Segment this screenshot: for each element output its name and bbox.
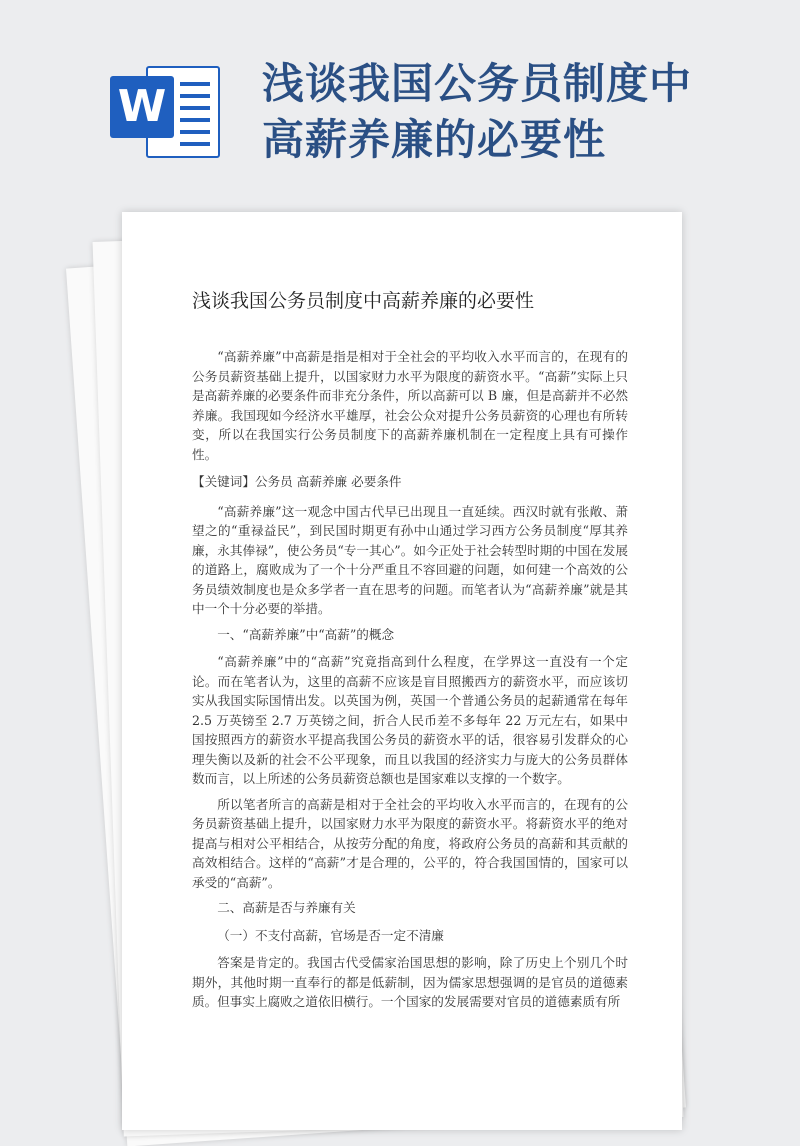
document-page <box>122 212 682 1130</box>
section1-paragraph1: “高薪养廉”中的“高薪”究竟指高到什么程度，在学界这一直没有一个定论。而在笔者认为，这里的高薪不应该是盲目照搬西方的薪资水平，而应该切实从我国实际国情出发。以英国为例，英国一个普通公务员的起薪通常在每年 2.5 万英镑至 2.7 万英镑之间，折合人民币差不多每年 22 万元左右，如果中国按照西方的薪资水平提高我国公务员的薪资水平的话，很容易引发群众的心理失衡以及新的社会不公平现象，而且以我国的经济实力与庞大的公务员群体数而言，以上所述的公务员薪资总额也是国家难以支撑的一个数字。 <box>192 654 628 786</box>
section2-heading: 二、高薪是否与养廉有关 <box>217 900 356 915</box>
banner <box>0 0 800 210</box>
keywords-line: 【关键词】公务员 高薪养廉 必要条件 <box>192 474 402 489</box>
document-title: 浅谈我国公务员制度中高薪养廉的必要性 <box>192 290 535 312</box>
word-icon-letter: W <box>110 76 174 138</box>
section2-paragraph1: 答案是肯定的。我国古代受儒家治国思想的影响，除了历史上个别几个时期外，其他时期一直奉行的都是低薪制，因为儒家思想强调的是官员的道德素质。但事实上腐败之道依旧横行。一个国家的发展需要对官员的道德素质有所 <box>192 955 628 1009</box>
section1-paragraph2: 所以笔者所言的高薪是相对于全社会的平均收入水平而言的，在现有的公务员薪资基础上提升，以国家财力水平为限度的薪资水平。将薪资水平的绝对提高与相对公平相结合，从按劳分配的角度，将政府公务员的高薪和其贡献的高效相结合。这样的“高薪”才是合理的，公平的，符合我国国情的，国家可以承受的“高薪”。 <box>192 796 628 890</box>
abstract-paragraph: “高薪养廉”中高薪是指是相对于全社会的平均收入水平而言的，在现有的公务员薪资基础上提升，以国家财力水平为限度的薪资水平。“高薪”实际上只是高薪养廉的必要条件而非充分条件，所以高薪可以 B 廉，但是高薪并不必然养廉。我国现如今经济水平雄厚，社会公众对提升公务员薪资的心理也有所转变，所以在我国实行公务员制度下的高薪养廉机制在一定程度上具有可操作性。 <box>192 349 628 462</box>
banner-title <box>262 56 782 168</box>
section1-heading: 一、“高薪养廉”中“高薪”的概念 <box>217 626 395 642</box>
intro-paragraph: “高薪养廉”这一观念中国古代早已出现且一直延续。西汉时就有张敞、萧望之的“重禄益民”，到民国时期更有孙中山通过学习西方公务员制度“厚其养廉，永其俸禄”，使公务员“专一其心”。如今正处于社会转型时期的中国在发展的道路上，腐败成为了一个十分严重且不容回避的问题，如何建一个高效的公务员绩效制度也是众多学者一直在思考的问题。而笔者认为“高薪养廉”就是其中一个十分必要的举措。 <box>192 503 628 616</box>
section2-subheading1: （一）不支付高薪，官场是否一定不清廉 <box>217 927 444 943</box>
word-document-icon <box>110 62 218 158</box>
banner-title-line2: 高薪养廉的必要性 <box>262 115 607 164</box>
banner-title-line1: 浅谈我国公务员制度中 <box>262 59 693 108</box>
